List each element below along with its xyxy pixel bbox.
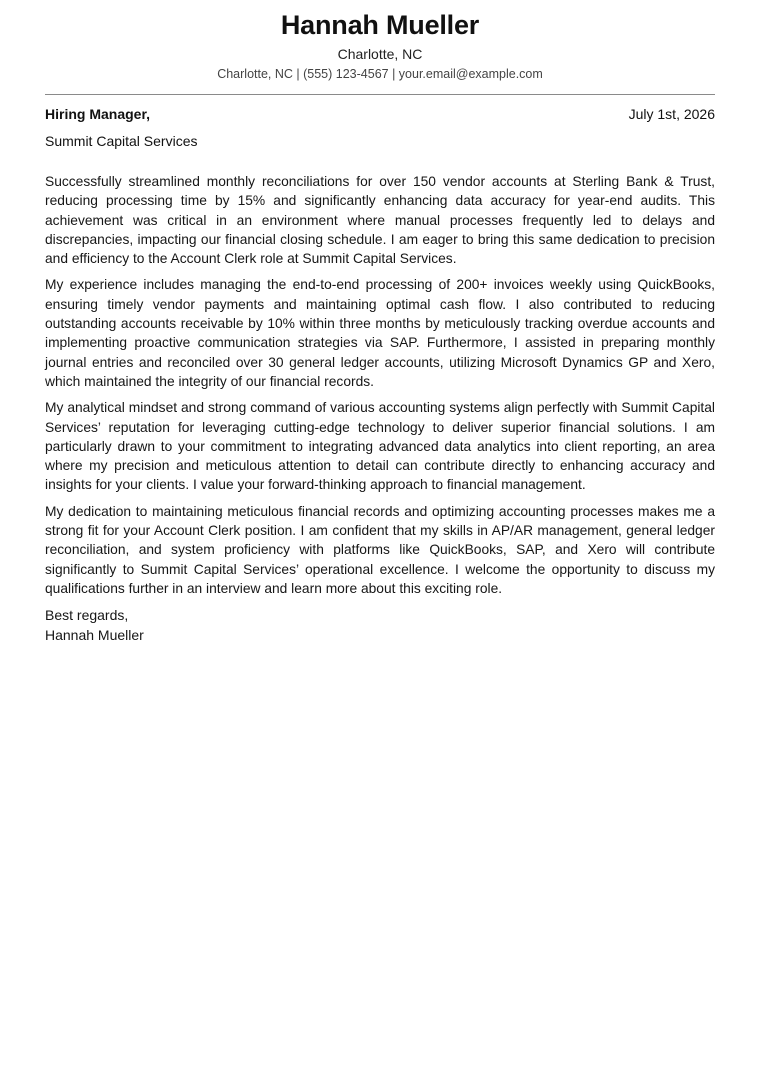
- letter-body: [45, 172, 715, 598]
- header-divider: [45, 94, 715, 95]
- letter-header: [45, 0, 715, 82]
- body-paragraph-1: Successfully streamlined monthly reconciliations for over 150 vendor accounts at Sterling Bank & Trust, reducing processing time by 15% and significantly enhancing data accuracy for year-end audits. This achievement was critical in an environment where manual processes frequently led to delays and discrepancies, impacting our financial closing schedule. I am eager to bring this same dedication to precision and efficiency to the Account Clerk role at Summit Capital Services.: [45, 174, 715, 267]
- signature-name: Hannah Mueller: [45, 626, 144, 643]
- body-paragraph-3: My analytical mindset and strong command of various accounting systems align perfectly with Summit Capital Services’ reputation for leveraging cutting-edge technology to deliver superior financial solutions. I am particularly drawn to your commitment to integrating advanced data analytics into client reporting, an area where my precision and meticulous attention to detail can contribute directly to enhancing accuracy and insights for your clients. I value your forward-thinking approach to financial management.: [45, 400, 715, 493]
- body-paragraph-4: My dedication to maintaining meticulous financial records and optimizing accounting processes makes me a strong fit for your Account Clerk position. I am confident that my skills in AP/AR management, general ledger reconciliation, and system proficiency with platforms like QuickBooks, SAP, and Xero will contribute significantly to Summit Capital Services’ operational excellence. I welcome the opportunity to discuss my qualifications further in an interview and learn more about this exciting role.: [45, 503, 715, 596]
- closing-phrase: Best regards,: [45, 607, 129, 624]
- body-paragraph-2: My experience includes managing the end-to-end processing of 200+ invoices weekly using QuickBooks, ensuring timely vendor payments and maintaining optimal cash flow. I also contributed to reducing outstanding accounts receivable by 10% within three months by meticulously tracking overdue accounts and implementing proactive communication strategies via SAP. Furthermore, I assisted in preparing monthly journal entries and reconciled over 30 general ledger accounts, utilizing Microsoft Dynamics GP and Xero, which maintained the integrity of our financial records.: [45, 277, 715, 389]
- letter-closing-block: [45, 606, 715, 645]
- applicant-name: Hannah Mueller: [280, 10, 480, 40]
- recipient-company: Summit Capital Services: [45, 133, 198, 149]
- recipient-date-row: [45, 105, 715, 123]
- letter-date: July 1st, 2026: [628, 106, 715, 122]
- recipient-salutation: Hiring Manager,: [45, 106, 151, 122]
- applicant-location: Charlotte, NC: [337, 46, 423, 62]
- applicant-contact-line: Charlotte, NC | (555) 123-4567 | your.email@example.com: [217, 67, 543, 81]
